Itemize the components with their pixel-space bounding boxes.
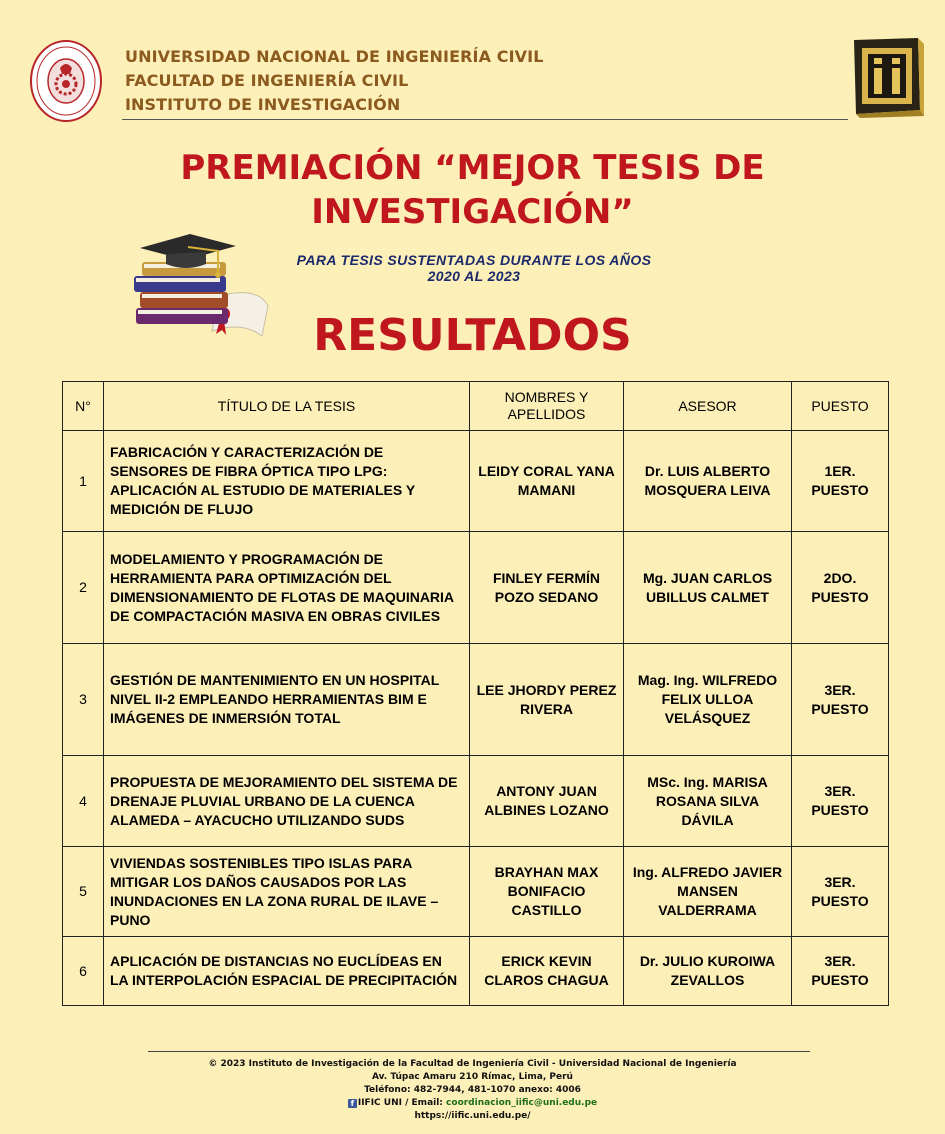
header-num: N°	[63, 382, 104, 431]
footer-email-link[interactable]: coordinacion_iific@uni.edu.pe	[446, 1098, 598, 1108]
row-names: ERICK KEVIN CLAROS CHAGUA	[470, 937, 624, 1006]
footer-email-label: / Email:	[401, 1098, 447, 1108]
row-names: FINLEY FERMÍN POZO SEDANO	[470, 532, 624, 644]
subtitle	[248, 252, 700, 284]
footer-contact	[0, 1097, 945, 1110]
row-place: 3ER. PUESTO	[792, 756, 889, 847]
table-row	[63, 644, 889, 756]
row-place: 1ER. PUESTO	[792, 431, 889, 532]
row-num: 4	[63, 756, 104, 847]
row-place: 2DO. PUESTO	[792, 532, 889, 644]
row-title: VIVIENDAS SOSTENIBLES TIPO ISLAS PARA MITIGAR LOS DAÑOS CAUSADOS POR LAS INUNDACIONES EN LA ZONA RURAL DE ILAVE – PUNO	[104, 847, 470, 937]
institution-header	[125, 45, 543, 117]
table-row	[63, 937, 889, 1006]
row-advisor: Dr. LUIS ALBERTO MOSQUERA LEIVA	[624, 431, 792, 532]
row-num: 6	[63, 937, 104, 1006]
footer-phone: Teléfono: 482-7944, 481-1070 anexo: 4006	[364, 1085, 581, 1095]
table-row	[63, 756, 889, 847]
row-names: LEIDY CORAL YANA MAMANI	[470, 431, 624, 532]
university-seal-logo	[30, 40, 102, 122]
row-num: 3	[63, 644, 104, 756]
row-num: 2	[63, 532, 104, 644]
footer-url-link[interactable]: https://iific.uni.edu.pe/	[414, 1111, 531, 1121]
row-title: APLICACIÓN DE DISTANCIAS NO EUCLÍDEAS EN LA INTERPOLACIÓN ESPACIAL DE PRECIPITACIÓN	[104, 937, 470, 1006]
row-names: ANTONY JUAN ALBINES LOZANO	[470, 756, 624, 847]
row-names: LEE JHORDY PEREZ RIVERA	[470, 644, 624, 756]
row-place: 3ER. PUESTO	[792, 937, 889, 1006]
row-place: 3ER. PUESTO	[792, 847, 889, 937]
subtitle-line2: 2020 AL 2023	[427, 268, 521, 284]
header-title: TÍTULO DE LA TESIS	[104, 382, 470, 431]
results-heading: RESULTADOS	[313, 310, 632, 361]
main-title-line2: INVESTIGACIÓN”	[311, 192, 634, 232]
row-advisor: Ing. ALFREDO JAVIER MANSEN VALDERRAMA	[624, 847, 792, 937]
table-row	[63, 532, 889, 644]
header-institute: INSTITUTO DE INVESTIGACIÓN	[125, 95, 401, 114]
table-row	[63, 431, 889, 532]
row-advisor: Mag. Ing. WILFREDO FELIX ULLOA VELÁSQUEZ	[624, 644, 792, 756]
table-header-row	[63, 382, 889, 431]
header-place: PUESTO	[792, 382, 889, 431]
main-title-line1: PREMIACIÓN “MEJOR TESIS DE	[180, 148, 765, 188]
row-advisor: MSc. Ing. MARISA ROSANA SILVA DÁVILA	[624, 756, 792, 847]
facebook-icon[interactable]: f	[348, 1099, 357, 1108]
main-title	[0, 146, 945, 234]
row-advisor: Mg. JUAN CARLOS UBILLUS CALMET	[624, 532, 792, 644]
header-advisor: ASESOR	[624, 382, 792, 431]
footer	[0, 1058, 945, 1123]
subtitle-line1: PARA TESIS SUSTENTADAS DURANTE LOS AÑOS	[296, 252, 652, 268]
header-faculty: FACULTAD DE INGENIERÍA CIVIL	[125, 71, 409, 90]
row-title: GESTIÓN DE MANTENIMIENTO EN UN HOSPITAL NIVEL II-2 EMPLEANDO HERRAMIENTAS BIM E IMÁGENES DE INMERSIÓN TOTAL	[104, 644, 470, 756]
institute-ii-logo	[848, 36, 924, 118]
row-title: PROPUESTA DE MEJORAMIENTO DEL SISTEMA DE DRENAJE PLUVIAL URBANO DE LA CUENCA ALAMEDA – AYACUCHO UTILIZANDO SUDS	[104, 756, 470, 847]
header-university: UNIVERSIDAD NACIONAL DE INGENIERÍA CIVIL	[125, 47, 544, 66]
header-names: NOMBRES Y APELLIDOS	[470, 382, 624, 431]
row-num: 5	[63, 847, 104, 937]
row-title: FABRICACIÓN Y CARACTERIZACIÓN DE SENSORES DE FIBRA ÓPTICA TIPO LPG: APLICACIÓN AL ESTUDIO DE MATERIALES Y MEDICIÓN DE FLUJO	[104, 431, 470, 532]
table-row	[63, 847, 889, 937]
row-names: BRAYHAN MAX BONIFACIO CASTILLO	[470, 847, 624, 937]
header-divider	[122, 119, 848, 120]
row-num: 1	[63, 431, 104, 532]
footer-copyright: © 2023 Instituto de Investigación de la Facultad de Ingeniería Civil - Universidad Nacional de Ingeniería	[208, 1059, 737, 1069]
footer-address: Av. Túpac Amaru 210 Rímac, Lima, Perú	[372, 1072, 573, 1082]
row-place: 3ER. PUESTO	[792, 644, 889, 756]
footer-divider	[148, 1051, 810, 1052]
row-advisor: Dr. JULIO KUROIWA ZEVALLOS	[624, 937, 792, 1006]
results-table	[62, 381, 889, 1006]
footer-social[interactable]: IIFIC UNI	[357, 1098, 402, 1108]
row-title: MODELAMIENTO Y PROGRAMACIÓN DE HERRAMIENTA PARA OPTIMIZACIÓN DEL DIMENSIONAMIENTO DE FLOTAS DE MAQUINARIA DE COMPACTACIÓN MASIVA EN OBRAS CIVILES	[104, 532, 470, 644]
